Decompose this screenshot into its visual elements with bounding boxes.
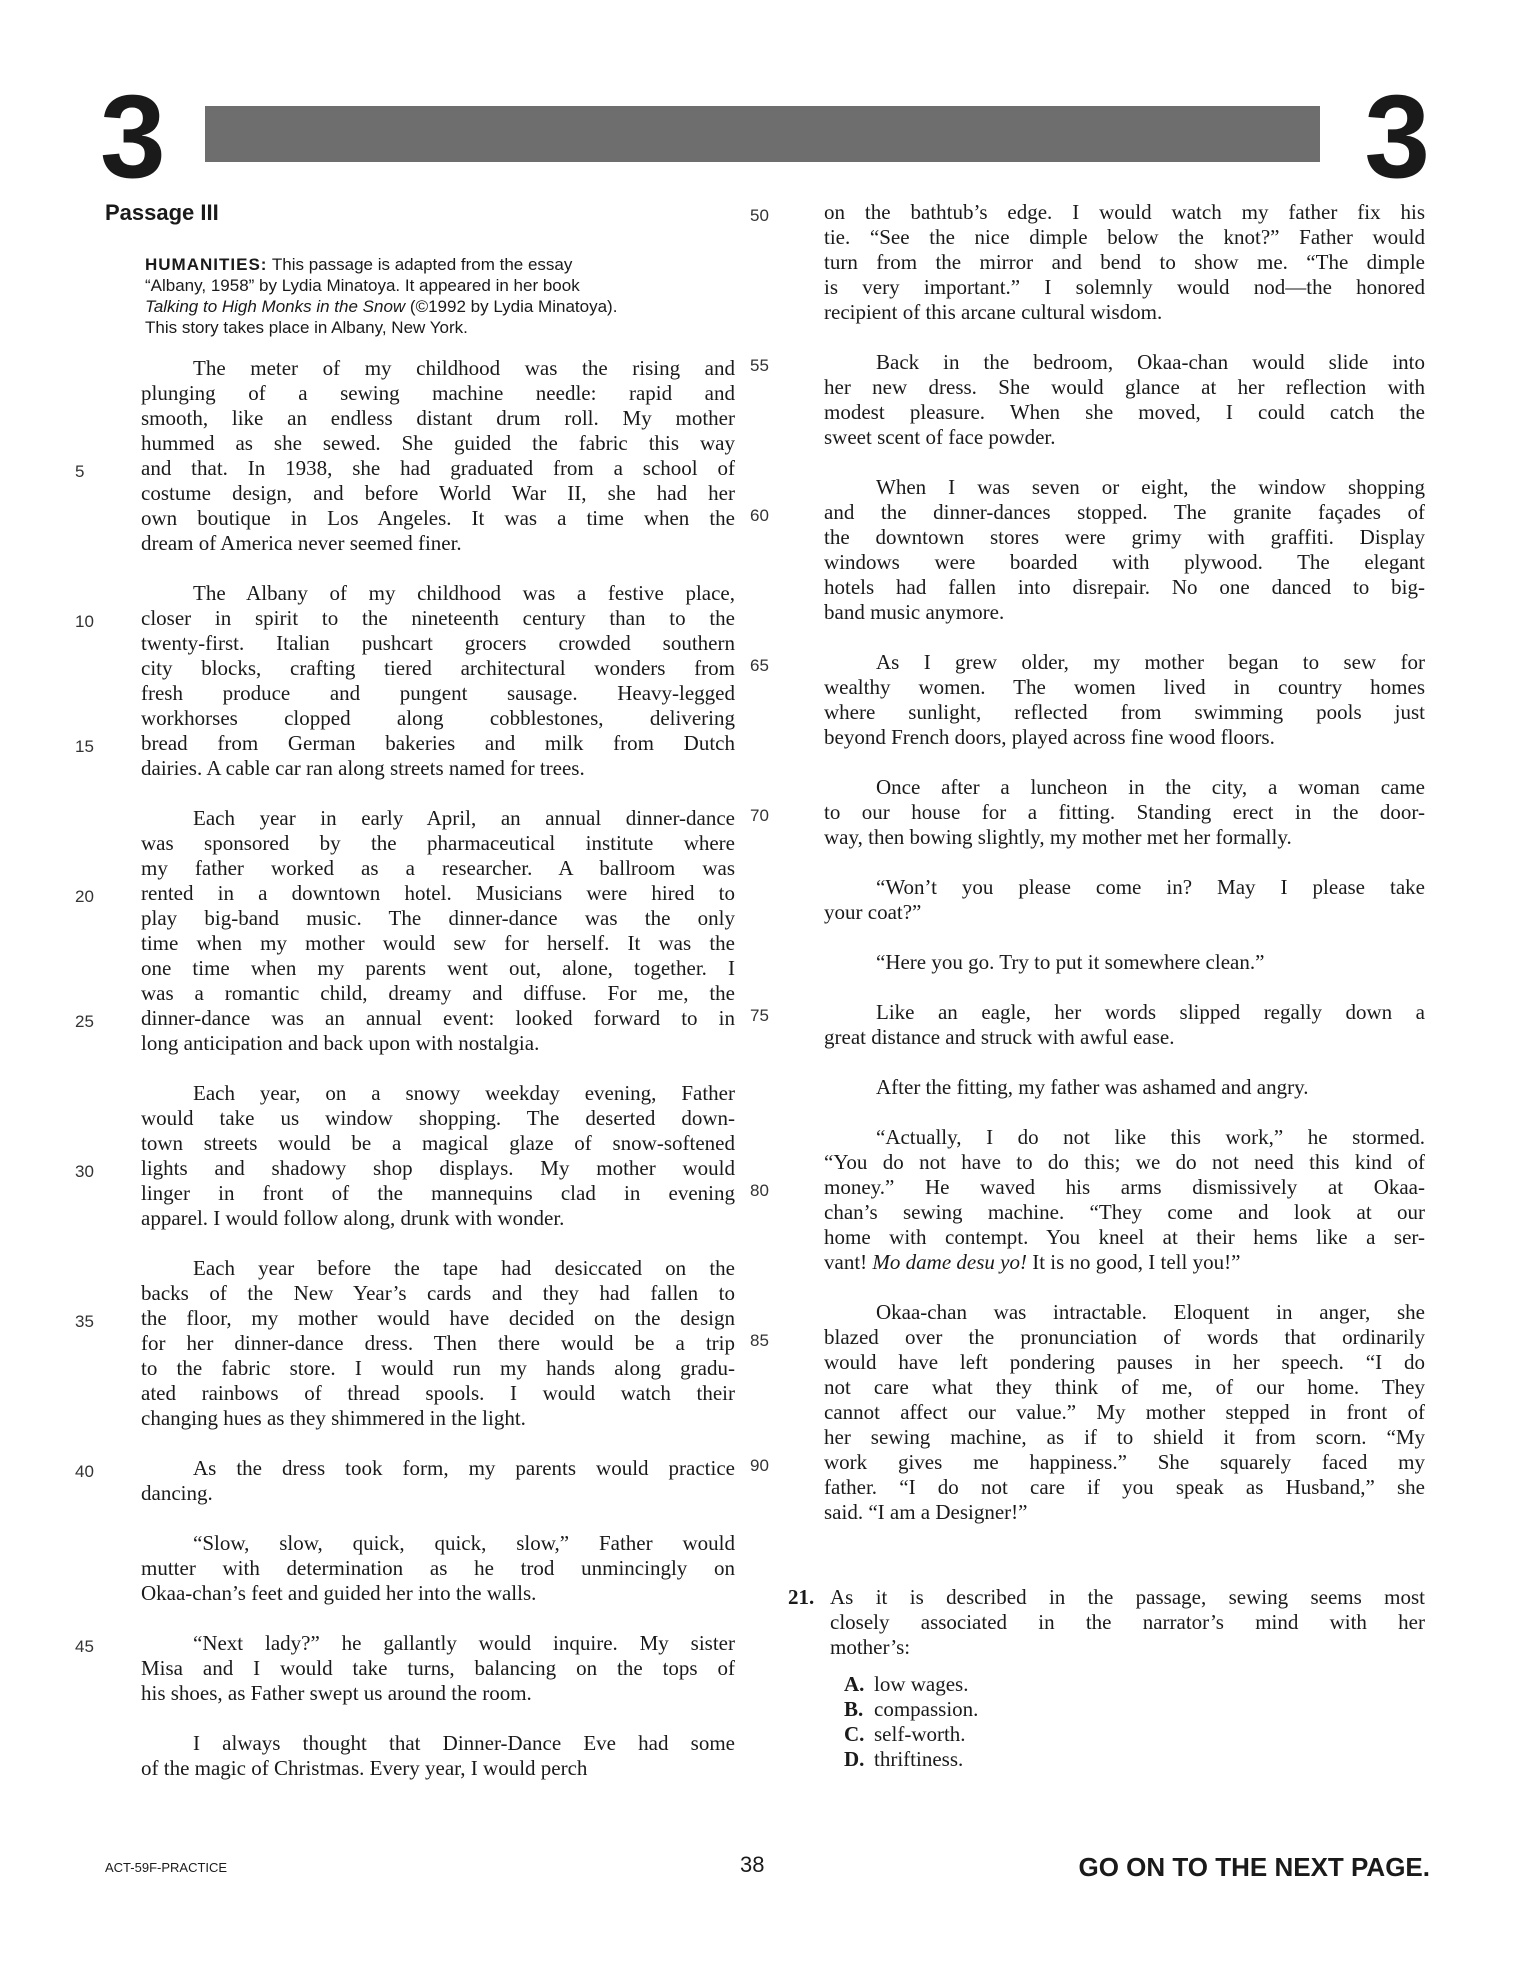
stem-line: closely associated in the narrator’s mind with her	[830, 1610, 1425, 1634]
passage-line: home with contempt. You kneel at their hems like a ser-	[824, 1225, 1425, 1249]
intro-text: This passage is adapted from the essay	[267, 255, 573, 274]
passage-line: for her dinner-dance dress. Then there would be a trip	[141, 1331, 735, 1355]
passage-paragraph	[75, 1081, 735, 1231]
passage-line: wealthy women. The women lived in country homes	[824, 675, 1425, 699]
passage-paragraph	[750, 350, 1425, 450]
passage-line: Each year, on a snowy weekday evening, Father	[193, 1081, 735, 1105]
passage-line: was sponsored by the pharmaceutical institute where	[141, 831, 735, 855]
passage-line: to our house for a fitting. Standing erect in the door-	[824, 800, 1425, 824]
line-number: 40	[75, 1462, 94, 1481]
left-column	[75, 200, 735, 1806]
right-passage-text	[750, 200, 1425, 1525]
passage-line: my father worked as a researcher. A ballroom was	[141, 856, 735, 880]
passage-line: Back in the bedroom, Okaa-chan would slide into	[876, 350, 1425, 374]
option-letter: C.	[844, 1722, 865, 1746]
intro-text: (©1992 by Lydia Minatoya).	[405, 297, 618, 316]
option-text: compassion.	[874, 1697, 979, 1721]
passage-line: money.” He waved his arms dismissively at Okaa-	[824, 1175, 1425, 1199]
passage-line: ated rainbows of thread spools. I would watch their	[141, 1381, 735, 1405]
passage-line: The meter of my childhood was the rising and	[193, 356, 735, 380]
line-number: 35	[75, 1312, 94, 1331]
option-letter: D.	[844, 1747, 865, 1771]
passage-line: windows were boarded with plywood. The elegant	[824, 550, 1425, 574]
passage-line: cannot affect our value.” My mother stepped in front of	[824, 1400, 1425, 1424]
passage-line: dancing.	[141, 1481, 213, 1505]
option-letter: B.	[844, 1697, 864, 1721]
passage-line: her new dress. She would glance at her reflection with	[824, 375, 1425, 399]
passage-paragraph	[788, 950, 1425, 975]
option-a[interactable]	[844, 1672, 1425, 1697]
passage-line: “You do not have to do this; we do not need this kind of	[824, 1150, 1425, 1174]
passage-paragraph	[750, 775, 1425, 850]
passage-line: tie. “See the nice dimple below the knot?” Father would	[824, 225, 1425, 249]
passage-line: would have left pondering pauses in her speech. “I do	[824, 1350, 1425, 1374]
passage-line: own boutique in Los Angeles. It was a time when the	[141, 506, 735, 530]
passage-line: her sewing machine, as if to shield it from scorn. “My	[824, 1425, 1425, 1449]
passage-line: dinner-dance was an annual event: looked forward to in	[141, 1006, 735, 1030]
section-number-right: 3	[1364, 71, 1430, 203]
footer-test-code: ACT-59F-PRACTICE	[105, 1860, 228, 1875]
passage-line: band music anymore.	[824, 600, 1005, 624]
line-number: 25	[75, 1012, 94, 1031]
passage-paragraph	[750, 475, 1425, 625]
passage-line: Okaa-chan was intractable. Eloquent in anger, she	[876, 1300, 1425, 1324]
passage-line: where sunlight, reflected from swimming pools just	[824, 700, 1425, 724]
passage-line: time when my mother would sew for herself. It was the	[141, 931, 735, 955]
passage-line: one time when my parents went out, alone, together. I	[141, 956, 735, 980]
line-number: 80	[750, 1181, 769, 1200]
intro-text: This story takes place in Albany, New York.	[145, 318, 468, 337]
passage-line: “Here you go. Try to put it somewhere clean.”	[876, 950, 1265, 974]
passage-line: When I was seven or eight, the window shopping	[876, 475, 1425, 499]
passage-line: fresh produce and pungent sausage. Heavy-legged	[141, 681, 735, 705]
passage-line: dream of America never seemed finer.	[141, 531, 462, 555]
intro-book-title: Talking to High Monks in the Snow	[145, 297, 406, 316]
passage-line: mutter with determination as he trod unmincingly on	[141, 1556, 735, 1580]
line-number: 5	[75, 462, 85, 481]
passage-line: rented in a downtown hotel. Musicians were hired to	[141, 881, 735, 905]
passage-line: and the dinner-dances stopped. The granite façades of	[824, 500, 1425, 524]
passage-line: long anticipation and back upon with nostalgia.	[141, 1031, 540, 1055]
passage-line: Each year before the tape had desiccated on the	[193, 1256, 735, 1280]
passage-line: work gives me happiness.” She squarely faced my	[824, 1450, 1425, 1474]
passage-line: As the dress took form, my parents would practice	[193, 1456, 735, 1480]
question-21	[788, 1585, 1425, 1772]
passage-line: Once after a luncheon in the city, a woman came	[876, 775, 1425, 799]
passage-line: great distance and struck with awful ease.	[824, 1025, 1175, 1049]
passage-paragraph	[750, 1125, 1425, 1275]
line-number: 60	[750, 506, 769, 525]
passage-paragraph	[75, 1256, 735, 1431]
passage-line: lights and shadowy shop displays. My mother would	[141, 1156, 735, 1180]
passage-line: “Won’t you please come in? May I please take	[876, 875, 1425, 899]
passage-line: bread from German bakeries and milk from Dutch	[141, 731, 735, 755]
passage-line: turn from the mirror and bend to show me. “The dimple	[824, 250, 1425, 274]
footer-next-page: GO ON TO THE NEXT PAGE.	[1078, 1852, 1430, 1882]
passage-line: apparel. I would follow along, drunk with wonder.	[141, 1206, 565, 1230]
passage-paragraph	[788, 875, 1425, 925]
passage-line: father. “I do not care if you speak as Husband,” she	[824, 1475, 1425, 1499]
option-b[interactable]	[844, 1697, 1425, 1722]
passage-line: the floor, my mother would have decided on the design	[141, 1306, 735, 1330]
question-number: 21.	[788, 1585, 815, 1609]
passage-paragraph	[75, 581, 735, 781]
line-number: 10	[75, 612, 94, 631]
passage-paragraph	[750, 1300, 1425, 1525]
option-letter: A.	[844, 1672, 865, 1696]
option-text: thriftiness.	[874, 1747, 964, 1771]
passage-line: beyond French doors, played across fine wood floors.	[824, 725, 1275, 749]
passage-line: backs of the New Year’s cards and they had fallen to	[141, 1281, 735, 1305]
passage-line: closer in spirit to the nineteenth century than to the	[141, 606, 735, 630]
passage-paragraph	[105, 1531, 735, 1606]
passage-line: The Albany of my childhood was a festive place,	[193, 581, 735, 605]
passage-line: way, then bowing slightly, my mother met her formally.	[824, 825, 1292, 849]
passage-line: “Next lady?” he gallantly would inquire. My sister	[193, 1631, 735, 1655]
option-c[interactable]	[844, 1722, 1425, 1747]
passage-line: costume design, and before World War II, she had her	[141, 481, 735, 505]
line-number: 15	[75, 737, 94, 756]
passage-line: was a romantic child, dreamy and diffuse. For me, the	[141, 981, 735, 1005]
right-column	[750, 200, 1425, 1772]
passage-line: hummed as she sewed. She guided the fabric this way	[141, 431, 735, 455]
passage-line: and that. In 1938, she had graduated from a school of	[141, 456, 735, 480]
passage-line: not care what they think of me, of our home. They	[824, 1375, 1425, 1399]
passage-line: I always thought that Dinner-Dance Eve had some	[193, 1731, 735, 1755]
passage-line: dairies. A cable car ran along streets named for trees.	[141, 756, 585, 780]
stem-line: mother’s:	[830, 1635, 911, 1659]
line-number: 20	[75, 887, 94, 906]
passage-line: vant! Mo dame desu yo! It is no good, I tell you!”	[824, 1250, 1241, 1274]
line-number: 70	[750, 806, 769, 825]
line-number: 85	[750, 1331, 769, 1350]
passage-line: plunging of a sewing machine needle: rapid and	[141, 381, 735, 405]
line-number: 50	[750, 206, 769, 225]
answer-options	[844, 1672, 1425, 1772]
passage-paragraph	[75, 1456, 735, 1506]
section-number-left: 3	[100, 71, 166, 203]
passage-paragraph	[750, 200, 1425, 325]
passage-paragraph	[750, 1000, 1425, 1050]
passage-line: said. “I am a Designer!”	[824, 1500, 1028, 1524]
passage-line: linger in front of the mannequins clad in evening	[141, 1181, 735, 1205]
passage-line: town streets would be a magical glaze of snow-softened	[141, 1131, 735, 1155]
passage-line: Like an eagle, her words slipped regally down a	[876, 1000, 1425, 1024]
section-header-bar	[205, 106, 1320, 162]
option-d[interactable]	[844, 1747, 1425, 1772]
passage-line: city blocks, crafting tiered architectural wonders from	[141, 656, 735, 680]
line-number: 55	[750, 356, 769, 375]
passage-line: would take us window shopping. The deserted down-	[141, 1106, 735, 1130]
passage-line: the downtown stores were grimy with graffiti. Display	[824, 525, 1425, 549]
passage-paragraph	[750, 650, 1425, 750]
passage-line: recipient of this arcane cultural wisdom.	[824, 300, 1163, 324]
passage-line: is very important.” I solemnly would nod—the honored	[824, 275, 1425, 299]
passage-paragraph	[75, 356, 735, 556]
line-number: 75	[750, 1006, 769, 1025]
passage-line: twenty-first. Italian pushcart grocers crowded southern	[141, 631, 735, 655]
passage-line: Misa and I would take turns, balancing on the tops of	[141, 1656, 735, 1680]
passage-line: sweet scent of face powder.	[824, 425, 1056, 449]
passage-line: your coat?”	[824, 900, 922, 924]
intro-label: HUMANITIES:	[145, 255, 268, 274]
passage-line: Each year in early April, an annual dinner-dance	[193, 806, 735, 830]
passage-line: play big-band music. The dinner-dance was the only	[141, 906, 735, 930]
passage-paragraph	[75, 806, 735, 1056]
passage-line: chan’s sewing machine. “They come and look at our	[824, 1200, 1425, 1224]
option-text: self-worth.	[874, 1722, 966, 1746]
passage-line: workhorses clopped along cobblestones, delivering	[141, 706, 735, 730]
left-passage-text	[75, 356, 735, 1781]
passage-line: blazed over the pronunciation of words that ordinarily	[824, 1325, 1425, 1349]
line-number: 45	[75, 1637, 94, 1656]
passage-line: smooth, like an endless distant drum roll. My mother	[141, 406, 735, 430]
line-number: 65	[750, 656, 769, 675]
option-text: low wages.	[874, 1672, 969, 1696]
passage-title: Passage III	[105, 200, 219, 225]
passage-line: changing hues as they shimmered in the light.	[141, 1406, 526, 1430]
passage-line: As I grew older, my mother began to sew for	[876, 650, 1425, 674]
passage-line: After the fitting, my father was ashamed and angry.	[876, 1075, 1309, 1099]
line-number: 90	[750, 1456, 769, 1475]
passage-line: on the bathtub’s edge. I would watch my father fix his	[824, 200, 1425, 224]
passage-paragraph	[75, 1631, 735, 1706]
question-stem	[830, 1585, 1425, 1660]
intro-text: “Albany, 1958” by Lydia Minatoya. It appeared in her book	[145, 276, 580, 295]
passage-line: to the fabric store. I would run my hands along gradu-	[141, 1356, 735, 1380]
passage-line: “Actually, I do not like this work,” he stormed.	[876, 1125, 1425, 1149]
passage-paragraph	[105, 1731, 735, 1781]
footer-page-number: 38	[740, 1852, 765, 1877]
passage-line: Okaa-chan’s feet and guided her into the walls.	[141, 1581, 537, 1605]
passage-line: hotels had fallen into disrepair. No one danced to big-	[824, 575, 1425, 599]
passage-line: his shoes, as Father swept us around the room.	[141, 1681, 532, 1705]
passage-intro	[145, 254, 735, 338]
passage-line: “Slow, slow, quick, quick, slow,” Father would	[193, 1531, 735, 1555]
stem-line: As it is described in the passage, sewing seems most	[830, 1585, 1425, 1609]
passage-paragraph	[788, 1075, 1425, 1100]
passage-line: modest pleasure. When she moved, I could catch the	[824, 400, 1425, 424]
line-number: 30	[75, 1162, 94, 1181]
passage-line: of the magic of Christmas. Every year, I would perch	[141, 1756, 588, 1780]
